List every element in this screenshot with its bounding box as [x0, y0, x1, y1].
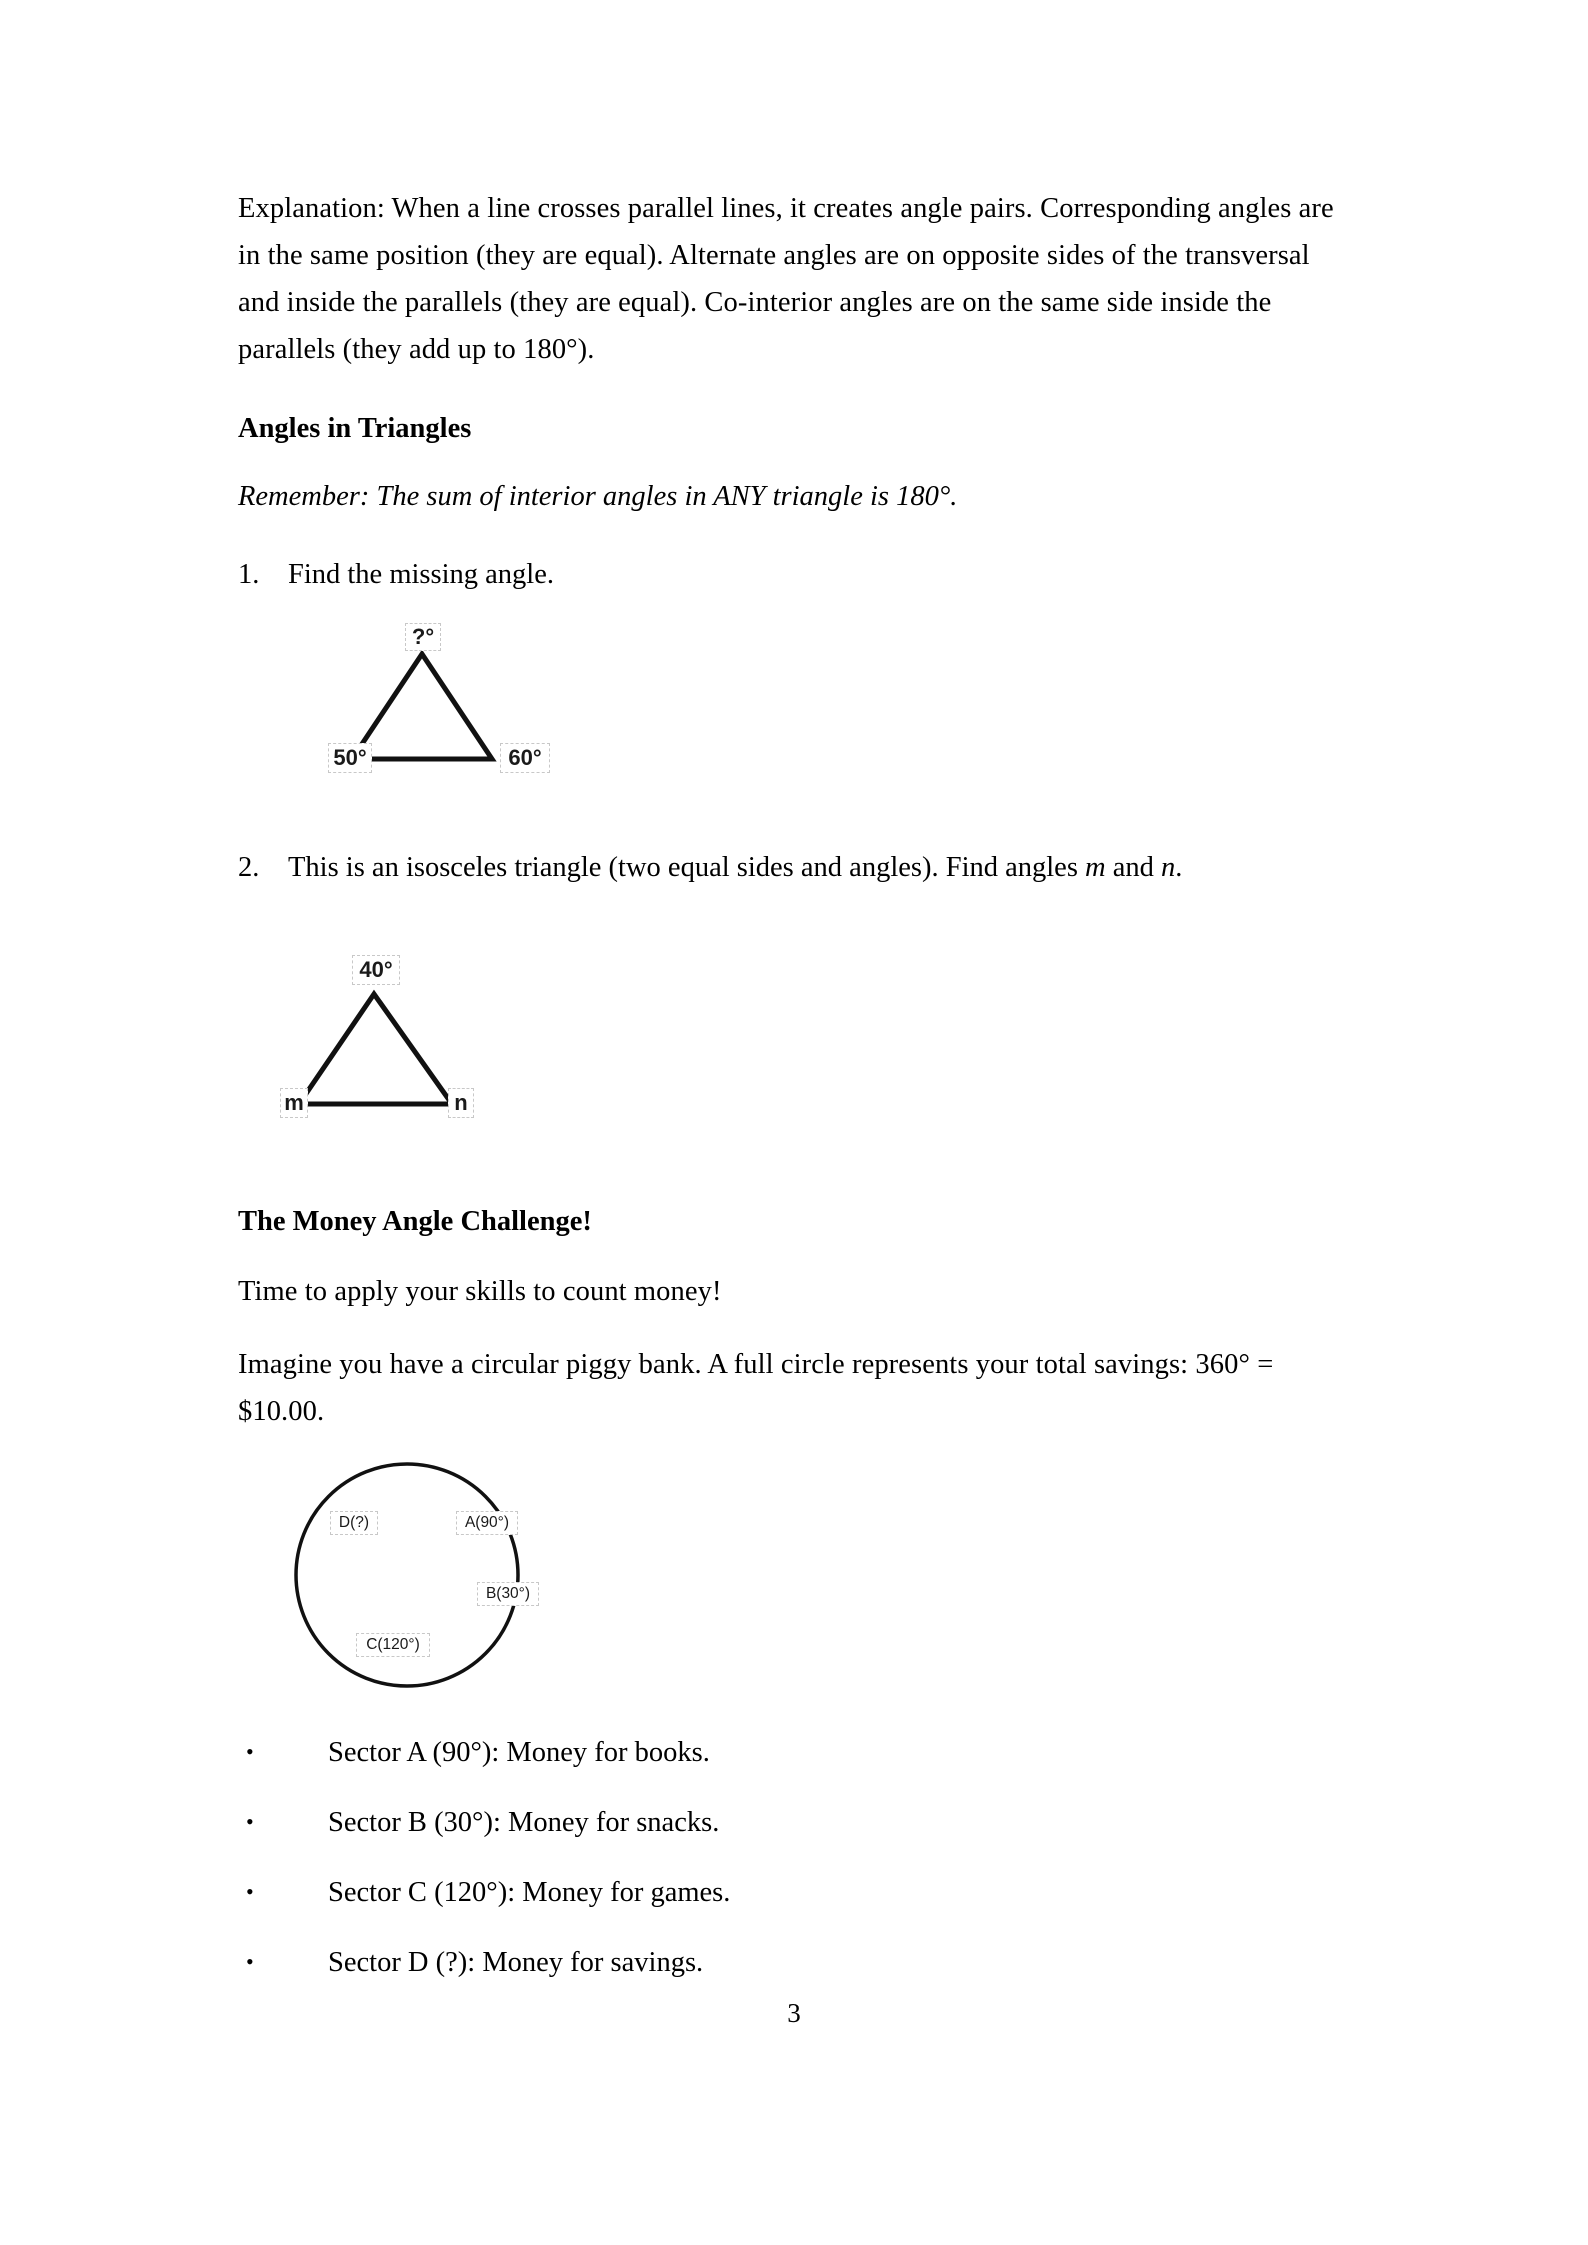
circle-label-sector-a: A(90°) — [456, 1511, 518, 1535]
question-text-2-part1: This is an isosceles triangle (two equal sides and angles). Find angles — [288, 852, 1086, 883]
triangle-2-apex-label: 40° — [352, 955, 400, 985]
question-text-2-part2: and — [1105, 852, 1162, 883]
triangle-2-right-label: n — [448, 1088, 474, 1118]
sector-text-c: Sector C (120°): Money for games. — [328, 1877, 731, 1908]
question-list-2 — [238, 846, 1353, 890]
triangle-diagram-1 — [238, 623, 1353, 798]
triangle-1-right-label: 60° — [500, 743, 550, 773]
question-number-2: 2. — [238, 852, 260, 883]
heading-angles-in-triangles: Angles in Triangles — [238, 413, 472, 444]
bullet-icon: • — [246, 1739, 254, 1764]
question-list-1 — [238, 553, 1353, 597]
circle-label-sector-d: D(?) — [330, 1511, 378, 1535]
sector-text-d: Sector D (?): Money for savings. — [328, 1947, 704, 1978]
remember-note: Remember: The sum of interior angles in ANY triangle is 180°. — [238, 481, 958, 512]
question-number-1: 1. — [238, 559, 260, 590]
list-item — [238, 1731, 1353, 1775]
question-2-variable-m: m — [1085, 852, 1106, 883]
page-content — [238, 185, 1353, 2011]
bullet-icon: • — [246, 1879, 254, 1904]
triangle-1-apex-label: ?° — [405, 623, 441, 651]
heading-money-angle-challenge: The Money Angle Challenge! — [238, 1206, 592, 1237]
imagine-piggy-bank-paragraph: Imagine you have a circular piggy bank. A full circle represents your total savings: 360° = $10.00. — [238, 1349, 1274, 1427]
time-to-apply-paragraph: Time to apply your skills to count money! — [238, 1276, 722, 1307]
bullet-icon: • — [246, 1809, 254, 1834]
circle-shape — [238, 1457, 658, 1707]
sector-text-b: Sector B (30°): Money for snacks. — [328, 1807, 720, 1838]
triangle-2-left-label: m — [280, 1088, 308, 1118]
sector-bullet-list — [238, 1731, 1353, 1985]
sector-text-a: Sector A (90°): Money for books. — [328, 1737, 710, 1768]
question-item-1 — [238, 553, 1353, 597]
triangle-1-shape — [238, 623, 658, 798]
question-item-2 — [238, 846, 1353, 890]
list-item — [238, 1941, 1353, 1985]
question-2-variable-n: n — [1161, 852, 1176, 883]
bullet-icon: • — [246, 1949, 254, 1974]
question-text-1: Find the missing angle. — [288, 559, 554, 590]
list-item — [238, 1871, 1353, 1915]
question-text-2-part3: . — [1175, 852, 1183, 883]
circle-label-sector-b: B(30°) — [477, 1582, 539, 1606]
page-number: 3 — [787, 1998, 801, 2028]
explanation-paragraph: Explanation: When a line crosses parallel lines, it creates angle pairs. Corresponding angles are in the same position (they are equal). Alternate angles are on opposite sides of the transversal and inside the parallels (they are equal). Co-interior angles are on the same side inside the parallels (they add up to 180°). — [238, 193, 1334, 365]
triangle-1-left-label: 50° — [328, 743, 372, 773]
circle-diagram — [238, 1457, 1353, 1707]
circle-label-sector-c: C(120°) — [356, 1633, 430, 1657]
list-item — [238, 1801, 1353, 1845]
triangle-diagram-2 — [238, 930, 1353, 1120]
